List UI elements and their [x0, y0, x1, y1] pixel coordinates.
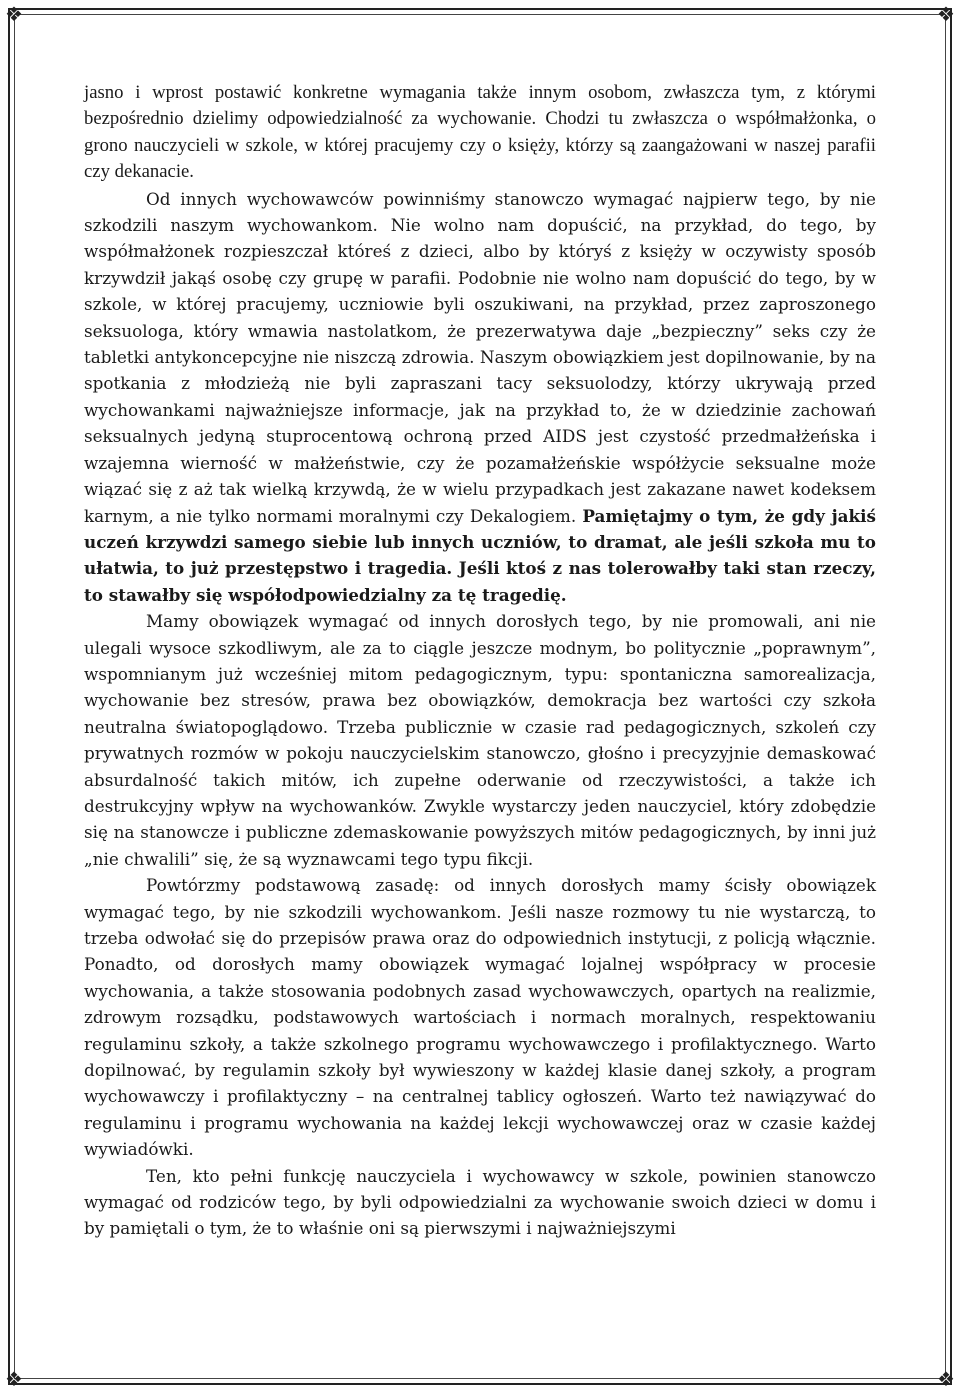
paragraph-3 [84, 608, 876, 872]
corner-ornament-icon: ❖ [5, 2, 23, 26]
paragraph-1 [84, 80, 876, 186]
corner-ornament-icon: ❖ [937, 2, 955, 26]
paragraph-4-text: Powtórzmy podstawową zasadę: od innych dorosłych mamy ścisły obowiązek wymagać tego, by nie szkodzili wychowankom. Jeśli nasze rozmowy tu nie wystarczą, to trzeba odwołać się do przepisów prawa oraz do odpowiednich instytucji, z policją włącznie. Ponadto, od dorosłych mamy obowiązek wymagać lojalnej współpracy w procesie wychowania, a także stosowania podobnych zasad wychowawczych, opartych na realizmie, zdrowym rozsądku, podstawowych wartościach i normach moralnych, respektowaniu regulaminu szkoły, a także szkolnego programu wychowawczego i profilaktycznego. Warto dopilnować, by regulamin szkoły był wywieszony w każdej klasie danej szkoły, a program wychowawczy i profilaktyczny – na centralnej tablicy ogłoszeń. Warto też nawiązywać do regulaminu i programu wychowania na każdej lekcji wychowawczej oraz w czasie każdej wywiadówki. [84, 875, 876, 1160]
paragraph-5 [84, 1163, 876, 1242]
corner-ornament-icon: ❖ [5, 1367, 23, 1391]
paragraph-2-bold-text: Pamiętajmy o tym, że gdy jakiś uczeń krzywdzi samego siebie lub innych uczniów, to dramat, ale jeśli szkoła mu to ułatwia, to już przestępstwo i tragedia. Jeśli ktoś z nas tolerowałby taki stan rzeczy, to stawałby się współodpowiedzialny za tę tragedię. [84, 505, 876, 605]
corner-ornament-icon: ❖ [937, 1367, 955, 1391]
document-body [84, 80, 876, 1242]
paragraph-1-text: jasno i wprost postawić konkretne wymagania także innym osobom, zwłaszcza tym, z którymi bezpośrednio dzielimy odpowiedzialność za wychowanie. Chodzi tu zwłaszcza o współmałżonka, o grono nauczycieli w szkole, w której pracujemy czy o księży, którzy są zaangażowani w naszej parafii czy dekanacie. [84, 82, 876, 183]
paragraph-2-text: Od innych wychowawców powinniśmy stanowczo wymagać najpierw tego, by nie szkodzili naszym wychowankom. Nie wolno nam dopuścić, na przykład, do tego, by współmałżonek rozpieszczał któreś z dzieci, albo by któryś z księży w oczywisty sposób krzywdził jakąś osobę czy grupę w parafii. Podobnie nie wolno nam dopuścić do tego, by w szkole, w której pracujemy, uczniowie byli oszukiwani, na przykład, przez zaproszonego seksuologa, który wmawia nastolatkom, że prezerwatywa daje „bezpieczny” seks czy że tabletki antykoncepcyjne nie niszczą zdrowia. Naszym obowiązkiem jest dopilnowanie, by na spotkania z młodzieżą nie byli zapraszani tacy seksuolodzy, którzy ukrywają przed wychowankami najważniejsze informacje, jak na przykład to, że w dziedzinie zachowań seksualnych jedyną stuprocentową ochroną przed AIDS jest czystość przedmałżeńska i wzajemna wierność w małżeństwie, czy że pozamałżeńskie współżycie seksualne może wiązać się z aż tak wielką krzywdą, że w wielu przypadkach jest zakazane nawet kodeksem karnym, a nie tylko normami moralnymi czy Dekalogiem. [84, 188, 876, 526]
paragraph-3-text: Mamy obowiązek wymagać od innych dorosłych tego, by nie promowali, ani nie ulegali wysoce szkodliwym, ale za to ciągle jeszcze modnym, bo politycznie „poprawnym”, wspomnianym już wcześniej mitom pedagogicznym, typu: spontaniczna samorealizacja, wychowanie bez stresów, prawa bez obowiązków, demokracja bez wartości czy szkoła neutralna światopoglądowo. Trzeba publicznie w czasie rad pedagogicznych, szkoleń czy prywatnych rozmów w pokoju nauczycielskim stanowczo, głośno i precyzyjnie demaskować absurdalność takich mitów, ich zupełne oderwanie od rzeczywistości, a także ich destrukcyjny wpływ na wychowanków. Zwykle wystarczy jeden nauczyciel, który zdobędzie się na stanowcze i publiczne zdemaskowanie powyższych mitów pedagogicznych, by inni już „nie chwalili” się, że są wyznawcami tego typu fikcji. [84, 611, 876, 869]
paragraph-4 [84, 872, 876, 1162]
paragraph-5-text: Ten, kto pełni funkcję nauczyciela i wychowawcy w szkole, powinien stanowczo wymagać od rodziców tego, by byli odpowiedzialni za wychowanie swoich dzieci w domu i by pamiętali o tym, że to właśnie oni są pierwszymi i najważniejszymi [84, 1165, 876, 1239]
paragraph-2 [84, 186, 876, 609]
